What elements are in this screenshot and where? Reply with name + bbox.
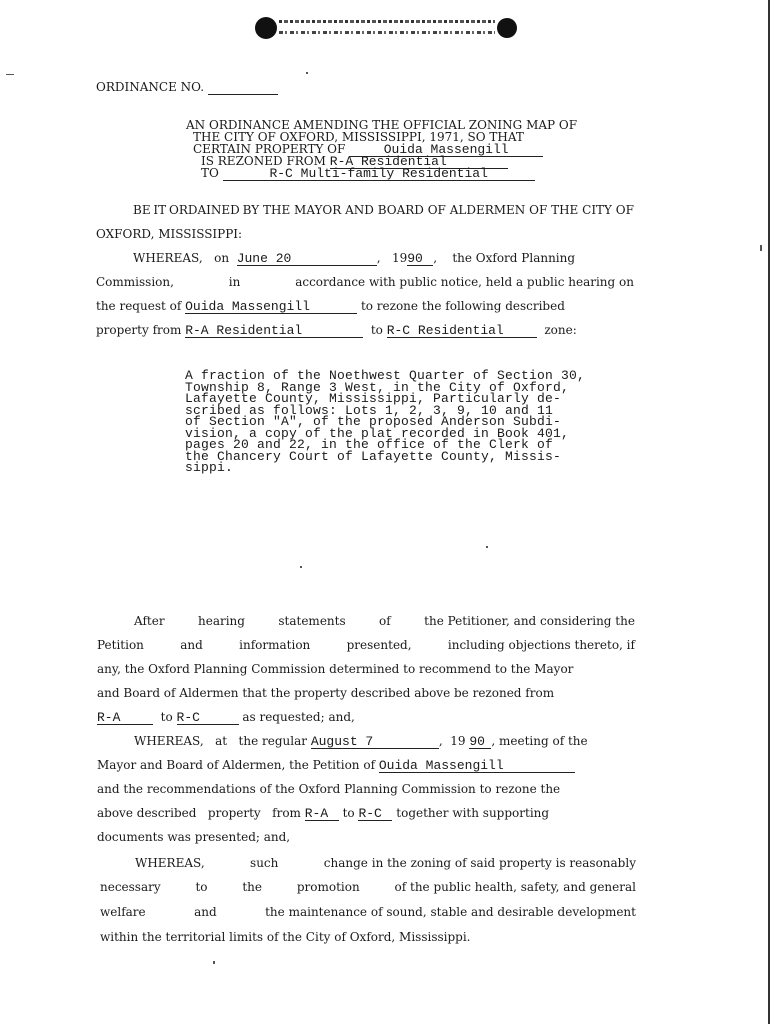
- meeting-petitioner-field: Ouida Massengill: [379, 759, 575, 773]
- whereas-3-line-4: within the territorial limits of the City of Oxford, Mississippi.: [100, 930, 471, 944]
- from-zone-field: R-A Residential: [330, 155, 508, 169]
- whereas-2-line-5: documents was presented; and,: [97, 830, 291, 844]
- owner-name-field: Ouida Massengill: [349, 143, 543, 157]
- legal-description: A fraction of the Noethwest Quarter of Section 30, Township 8, Range 3 West, in the City of Oxford, Lafayette County, Mississippi, Particularly de- scribed as follows: Lots 1, 2, 3, 9, 10 and 11 of Section "A", of the proposed Anderson Subdi- vision, a copy of the plat recorded in Book 401, pages 20 and 22, in the office of the Clerk of the Chancery Court of Lafayette County, Missis- sippi.: [185, 368, 586, 475]
- meeting-date-field: August 7: [311, 735, 439, 749]
- whereas-1-line-1: WHEREAS, on June 20 , 1990 , the Oxford Planning: [133, 251, 576, 266]
- scan-speck: [6, 74, 14, 75]
- header-stamp-graphic: [255, 14, 517, 44]
- ordinance-title-line-1: AN ORDINANCE AMENDING THE OFFICIAL ZONING MAP OF: [186, 118, 578, 132]
- after-line-4: and Board of Aldermen that the property described above be rezoned from: [97, 686, 555, 700]
- scan-speck: [213, 961, 215, 964]
- after-from-zone-field: R-A: [97, 711, 153, 725]
- after-to-zone-field: R-C: [177, 711, 239, 725]
- after-line-2: Petition and information presented, including objections thereto, if: [97, 638, 635, 652]
- ordained-line-2: OXFORD, MISSISSIPPI:: [96, 227, 243, 241]
- scan-speck: [300, 566, 302, 568]
- whereas-1-line-2: Commission, in accordance with public notice, held a public hearing on: [96, 275, 634, 289]
- requested-zone-field: R-C Residential: [387, 324, 537, 338]
- hearing-date-field: June 20: [237, 252, 377, 266]
- whereas-2-line-1: WHEREAS, at the regular August 7 , 19 90 , meeting of the: [134, 734, 588, 749]
- whereas-3-line-2: necessary to the promotion of the public health, safety, and general: [100, 880, 636, 894]
- whereas-1-line-3: the request of Ouida Massengill to rezone the following described: [96, 299, 565, 314]
- meeting-to-zone-field: R-C: [358, 807, 392, 821]
- ordinance-title-line-4: IS REZONED FROM R-A Residential: [201, 154, 508, 169]
- scan-speck: [486, 546, 488, 548]
- scan-speck: [306, 72, 308, 74]
- ordained-line-1: BE IT ORDAINED BY THE MAYOR AND BOARD OF ALDERMEN OF THE CITY OF: [133, 203, 634, 217]
- ordinance-number-blank: [208, 81, 278, 95]
- whereas-3-line-3: welfare and the maintenance of sound, stable and desirable development: [100, 905, 636, 919]
- to-zone-field: R-C Multi-family Residential: [223, 167, 535, 181]
- ordinance-number-label: ORDINANCE NO.: [96, 80, 205, 94]
- ordinance-title-line-2: THE CITY OF OXFORD, MISSISSIPPI, 1971, SO THAT: [193, 130, 524, 144]
- whereas-2-line-3: and the recommendations of the Oxford Planning Commission to rezone the: [97, 782, 561, 796]
- hearing-year-field: 90: [407, 252, 433, 266]
- after-line-5: R-A to R-C as requested; and,: [97, 710, 355, 725]
- whereas-3-line-1: WHEREAS, such change in the zoning of said property is reasonably: [135, 856, 636, 870]
- petitioner-field: Ouida Massengill: [185, 300, 357, 314]
- current-zone-field: R-A Residential: [185, 324, 363, 338]
- whereas-1-line-4: property from R-A Residential to R-C Residential zone:: [96, 323, 577, 338]
- ordinance-title-line-5: TO R-C Multi-family Residential: [201, 166, 535, 181]
- ordinance-title-line-3: CERTAIN PROPERTY OF Ouida Massengill: [193, 142, 543, 157]
- after-line-3: any, the Oxford Planning Commission determined to recommend to the Mayor: [97, 662, 574, 676]
- meeting-from-zone-field: R-A: [305, 807, 339, 821]
- ordinance-number-line: [96, 80, 278, 95]
- whereas-2-line-2: Mayor and Board of Aldermen, the Petition of Ouida Massengill: [97, 758, 575, 773]
- meeting-year-field: 90: [469, 735, 491, 749]
- after-line-1: After hearing statements of the Petitioner, and considering the: [134, 614, 635, 628]
- whereas-2-line-4: above described property from R-A to R-C together with supporting: [97, 806, 550, 821]
- scan-speck: [760, 245, 762, 251]
